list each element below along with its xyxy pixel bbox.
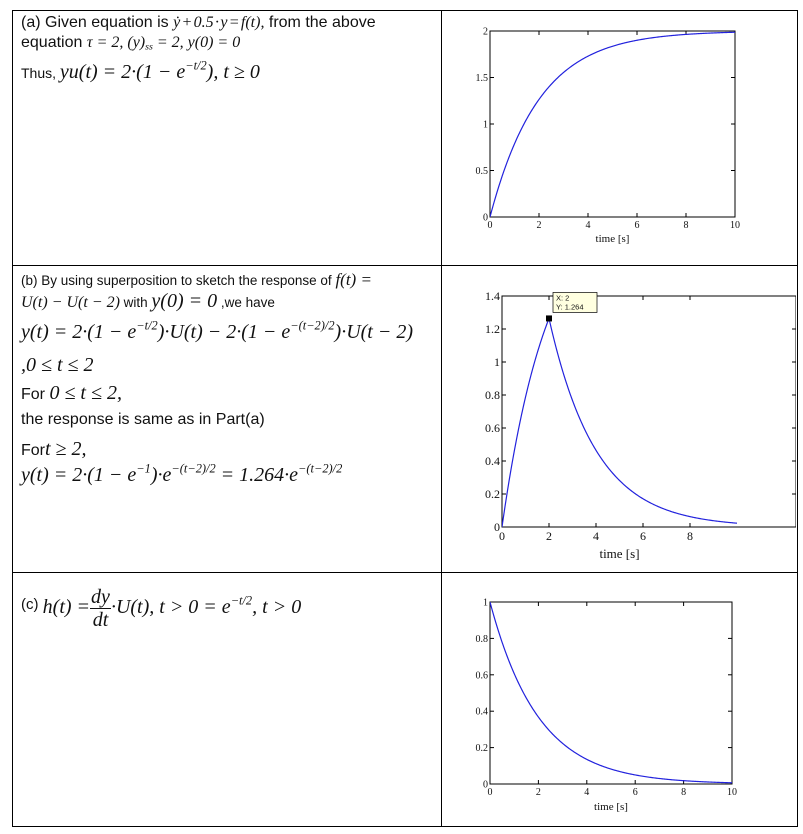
x-tick-label: 2 <box>535 787 541 798</box>
part-b-t-ge-2-eq: t ≥ 2, <box>45 438 87 460</box>
part-b-line-7 <box>21 438 87 461</box>
y-tick-label: 1 <box>494 355 500 370</box>
x-tick-label: 4 <box>585 220 591 231</box>
part-a-given-eq: ẏ + 0.5 · y = f(t), <box>173 14 265 31</box>
plot-area-box <box>502 296 796 527</box>
part-b-we-have: ,we have <box>217 295 275 310</box>
x-tick-label: 8 <box>687 529 693 543</box>
y-tick-label: 0.6 <box>475 670 488 682</box>
chart-impulse-response <box>442 573 796 825</box>
x-tick-label: 0 <box>499 529 505 543</box>
y-tick-label: 0 <box>483 212 488 224</box>
x-tick-label: 0 <box>487 220 493 231</box>
x-axis-label: time [s] <box>595 233 630 245</box>
part-b-with: with <box>119 295 152 310</box>
part-b-decay-eq: $y(t) = 2\cdot(1 - e^{-1})\cdot e^{-(t-2)/2} = 1.264\cdot e^{-(t-2)/2}$ <box>21 461 343 486</box>
x-axis-label: time [s] <box>599 546 640 561</box>
chart-pulse-response <box>442 266 796 571</box>
y-tick-label: 0 <box>494 520 500 535</box>
part-a-line-1 <box>21 14 376 32</box>
y-tick-label: 2 <box>483 26 488 38</box>
x-axis-label: time [s] <box>594 801 628 813</box>
part-a-line-2 <box>21 34 240 52</box>
y-tick-label: 0.8 <box>475 633 488 645</box>
part-b-ft-eq: f(t) = <box>335 270 372 289</box>
part-b-line-1 <box>21 270 372 290</box>
y-tick-label: 1.5 <box>475 73 488 84</box>
part-b-intro: (b) By using superposition to sketch the response of <box>21 273 336 288</box>
part-c-impulse-eq: h(t) = $\frac{dy}{dt}$ ·U(t), $t > 0 = e^{-t/2}$, t > 0 <box>42 586 302 631</box>
y-tick-label: 0.8 <box>485 388 500 403</box>
cell-part-b-text <box>13 266 442 573</box>
part-a-params-eq: τ = 2, $(y)_{ss} = 2$, y(0) = 0 <box>86 34 241 53</box>
datatip-marker[interactable] <box>546 315 552 321</box>
plot-area-box <box>490 602 732 784</box>
x-tick-label: 10 <box>727 787 737 798</box>
x-tick-label: 4 <box>593 529 599 543</box>
part-a-thus: Thus, <box>21 65 60 81</box>
y-tick-label: 0.4 <box>485 454 500 469</box>
x-tick-label: 6 <box>640 529 646 543</box>
y-tick-label: 0 <box>483 779 488 791</box>
part-a-line-3 <box>21 58 260 84</box>
part-a-line2-prefix: equation <box>21 34 87 51</box>
datatip-x: X: 2 <box>556 293 570 303</box>
part-b-interval-eq: 0 ≤ t ≤ 2, <box>49 382 122 404</box>
x-tick-label: 0 <box>487 787 493 798</box>
part-b-superposition-eq: $y(t) = 2\cdot(1 - e^{-t/2})\cdot U(t) - 2\cdot(1 - e^{-(t-2)/2})\cdot U(t - 2)$ <box>21 318 414 343</box>
y-tick-label: 0.2 <box>475 743 488 755</box>
y-tick-label: 1 <box>483 597 488 609</box>
y-tick-label: 0.5 <box>475 166 488 177</box>
part-c-dy-dt-fraction: $\frac{dy}{dt}$ <box>91 586 110 631</box>
cell-part-a-plot <box>442 11 798 266</box>
x-tick-label: 8 <box>683 220 689 231</box>
part-b-ic-eq: y(0) = 0 <box>151 290 218 312</box>
x-tick-label: 6 <box>632 787 638 798</box>
part-a-suffix: from the above <box>264 14 376 31</box>
datatip-y: Y: 1.264 <box>556 302 584 312</box>
cell-part-c-text <box>13 573 442 827</box>
y-tick-label: 1 <box>483 119 488 131</box>
part-b-line-2 <box>21 290 275 313</box>
part-c-prefix: (c) <box>21 596 43 614</box>
y-tick-label: 1.4 <box>485 289 500 304</box>
part-b-for-1: For <box>21 386 50 403</box>
datatip-box <box>553 292 597 312</box>
chart-step-response <box>442 11 796 264</box>
plot-area-box <box>490 31 735 217</box>
y-tick-label: 0.6 <box>485 421 500 436</box>
y-tick-label: 0.4 <box>475 706 488 718</box>
part-a-prefix: (a) Given equation is <box>21 14 174 31</box>
part-c-line <box>21 587 301 630</box>
x-tick-label: 2 <box>546 529 552 543</box>
x-tick-label: 8 <box>681 787 687 798</box>
x-tick-label: 10 <box>730 220 740 231</box>
part-b-line-5 <box>21 382 122 405</box>
part-b-for-2: For <box>21 442 45 459</box>
cell-part-c-plot <box>442 573 798 827</box>
part-a-solution-eq: $yu(t) = 2\cdot(1 - e^{-t/2})$, t ≥ 0 <box>59 58 260 83</box>
part-b-range-eq: ,0 ≤ t ≤ 2 <box>21 354 94 376</box>
cell-part-b-plot <box>442 266 798 573</box>
x-tick-label: 4 <box>584 787 590 798</box>
x-tick-label: 6 <box>634 220 640 231</box>
y-tick-label: 0.2 <box>485 487 500 502</box>
part-b-same-as-a: the response is same as in Part(a) <box>21 411 265 428</box>
x-tick-label: 2 <box>536 220 542 231</box>
y-tick-label: 1.2 <box>485 322 500 337</box>
cell-part-a-text <box>13 11 442 266</box>
part-b-pulse-eq: U(t) − U(t − 2) <box>21 294 120 311</box>
document-table <box>12 10 798 827</box>
